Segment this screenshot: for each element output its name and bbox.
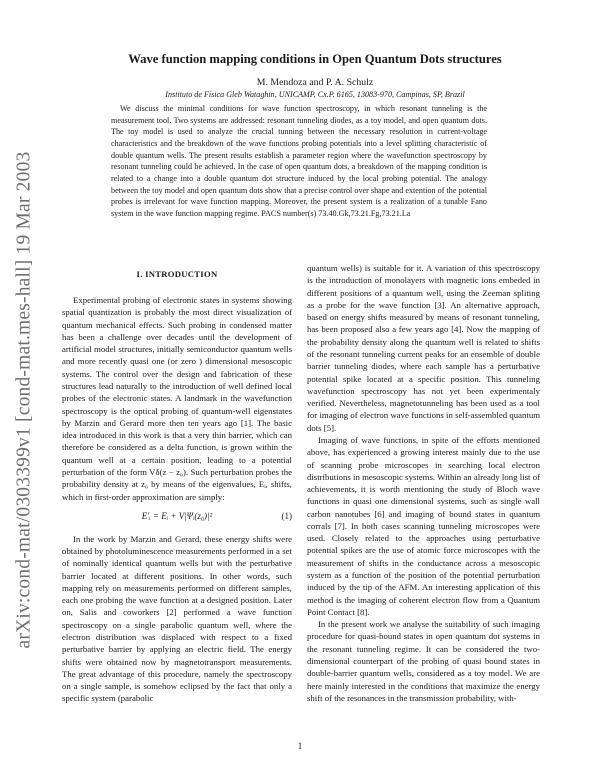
abstract: We discuss the minimal conditions for wave function spectroscopy, in which resonant tunneling is the measurement tool. Two systems are addressed: resonant tunneling diodes, as a toy model, and open quantum dots. The toy model is used to analyze the crucial tunning between the necessary resolution in current-voltage characteristics and the breakdown of the wave functions probing potentials into a level splitting characteristic of double quantum wells. The present results establish a parameter region where the wavefunction spectroscopy by resonant tunneling could be achieved. In the case of open quantum dots, a breakdown of the mapping condition is related to a change into a double quantum dot structure induced by the local probing potential. The analogy between the toy model and open quantum dots show that a precise control over shape and extention of the potential probes is irrelevant for wave function mapping. Moreover, the present system is a realization of a tunable Fano system in the wave function mapping regime. PACS number(s) 73.40.Gk,73.21.Fg,73.21.La <box>111 104 487 218</box>
equation-body: E′ᵢ = Eᵢ + V|Ψᵢ(z₀)|² <box>141 510 213 521</box>
intro-paragraph-1: Experimental probing of electronic states in systems showing spatial quantization is probably the most direct visualization of quantum mechanical effects. Such probing in condensed matter has been a challenge over decades until the development of artificial model structures, initially semiconductor quantum wells and more recently quasi one (or zero ) dimensional mesoscopic systems. The control over the design and fabrication of these structures lead naturally to the introduction of well defined local probes of the electronic states. A landmark in the wavefunction spectroscopy is the optical probing of quantum-well eigenstates by Marzin and Gerard more then ten years ago [1]. The basic idea introduced in this work is that a very thin barrier, which can therefore be considered as a delta function, is grown within the quantum well at a certain position, leading to a potential perturbation of the form Vδ(z − z₀). Such perturbation probes the probability density at z₀ by means of the eigenvalues, Eᵢ, shifts, which in first-order approximation are simply: <box>62 295 292 502</box>
intro-paragraph-5: In the present work we analyse the suitability of such imaging procedure for quasi-bound states in open quantum dot systems in the resonant tunneling regime. It can be considered the two-dimensional counterpart of the probing of quasi bound states in double-barrier quantum wells, considered as a toy model. We are here mainly interested in the conditions that maximize the energy shift of the resonances in the transmission probability, with- <box>307 619 540 703</box>
equation-number: (1) <box>281 510 292 521</box>
paper-authors: M. Mendoza and P. A. Schulz <box>256 77 374 88</box>
equation-1 <box>62 505 292 529</box>
section-heading: I. INTRODUCTION <box>136 269 218 279</box>
left-column <box>62 268 292 705</box>
author-affiliation: Instituto de Física Gleb Wataghin, UNICAMP, Cx.P. 6165, 13083-970, Campinas, SP, Brazil <box>165 90 465 99</box>
paper-title: Wave function mapping conditions in Open Quantum Dots structures <box>128 52 502 66</box>
intro-paragraph-2: In the work by Marzin and Gerard, these energy shifts were obtained by photoluminescence measurements performed in a set of nominally identical quantum wells but with the perturbative barrier located at different positions. In other words, such mapping rely on measurements performed on different samples, each one probing the wave function at a designed position. Later on, Salis and coworkers [2] performed a wave function spectroscopy on a single parabolic quantum well, where the electron distribution was displaced with respect to a fixed perturbative barrier by applying an electric field. The energy shifts were obtained now by magnetotransport measurements. The great advantage of this procedure, namely the spectroscopy on a single sample, is somehow eclipsed by the fact that only a specific system (parabolic <box>62 533 292 704</box>
page-number: 1 <box>297 741 303 751</box>
right-column <box>307 262 540 704</box>
intro-paragraph-4: Imaging of wave functions, in spite of the efforts mentioned above, has experienced a growing interest mainly due to the use of scanning probe microscopes in searching local electron distributions in mesoscopic systems. Within an already long list of achievements, it is worth mentioning the study of Bloch wave functions in quasi one dimensional systems, such as single wall carbon nanotubes [6] and imaging of bound states in quantum corrals [7]. In both cases scanning tunneling microscopes were used. Closely related to the approaches using perturbative potential spikes are the use of atomic force microscopes with the measurement of shifts in the conductance across a mesoscopic system as a function of the position of the potential perturbation induced by the tip of the AFM. An interesting application of this method is the imaging of coherent electron flow from a Quantum Point Contact [8]. <box>307 434 540 617</box>
intro-paragraph-3: quantum wells) is suitable for it. A variation of this spectroscopy is the introduction of monolayers with magnetic ions embeded in different positions of a quantum well, using the Zeeman spliting as a probe for the wave function [3]. An alternative approach, based on energy shifts measured by means of resonant tunneling, has been proposed also a few years ago [4]. Now the mapping of the probability density along the quantum well is related to shifts of the resonant tunneling current peaks for an ensemble of double barrier tunneling diodes, where each sample has a perturbative potential spike located at a specific position. This tunneling wavefunction spectroscopy has not yet been experimentaly verified. Nevertheless, magnetotunneling has been used as a tool for imaging of electron wave functions in self-assembled quantum dots [5]. <box>307 263 540 433</box>
arxiv-identifier-text: arXiv:cond-mat/0303399v1 [cond-mat.mes-hall] 19 Mar 2003 <box>13 151 34 649</box>
arxiv-identifier-stamp <box>2 140 46 660</box>
